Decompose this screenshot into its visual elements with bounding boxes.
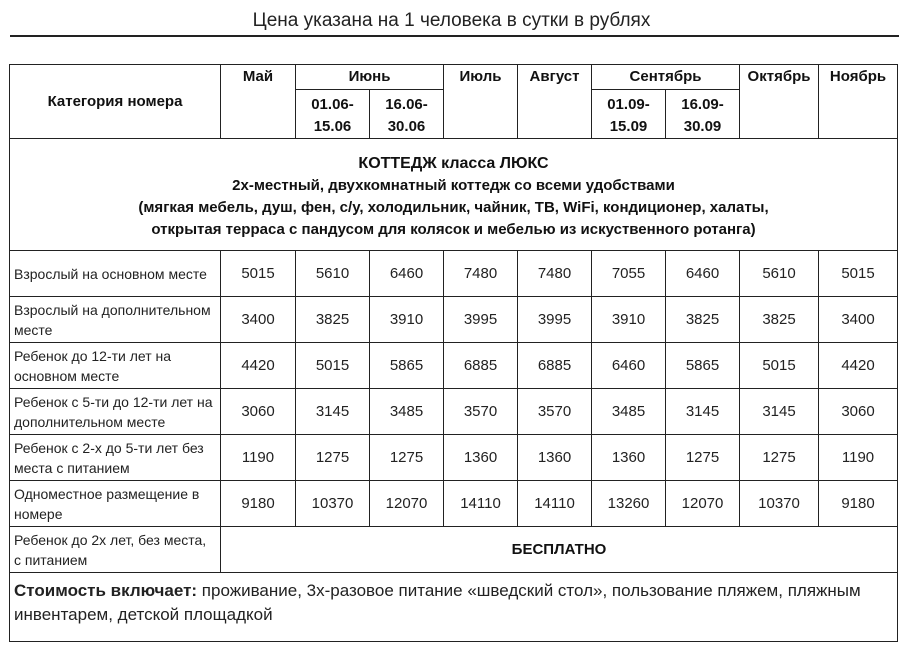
price-cell: 1275: [370, 435, 444, 481]
price-cell: 3060: [221, 389, 296, 435]
price-cell: 3825: [666, 297, 740, 343]
row-category: Ребенок до 12-ти лет на основном месте: [10, 343, 221, 389]
price-cell: 10370: [296, 481, 370, 527]
price-cell: 5865: [666, 343, 740, 389]
price-cell: 4420: [221, 343, 296, 389]
month-october: Октябрь: [740, 65, 819, 139]
price-cell: 1275: [296, 435, 370, 481]
price-cell: 1190: [221, 435, 296, 481]
cottage-description: [10, 139, 898, 251]
category-header: Категория номера: [10, 65, 221, 139]
price-cell: 1275: [740, 435, 819, 481]
header-row-months: [10, 65, 898, 90]
free-label: БЕСПЛАТНО: [221, 527, 898, 573]
price-cell: 6885: [444, 343, 518, 389]
price-cell: 1360: [444, 435, 518, 481]
price-cell: 7480: [444, 251, 518, 297]
price-cell: 9180: [819, 481, 898, 527]
row-category: Взрослый на основном месте: [10, 251, 221, 297]
table-row: [10, 251, 898, 297]
price-cell: 9180: [221, 481, 296, 527]
price-cell: 12070: [370, 481, 444, 527]
table-row: [10, 435, 898, 481]
price-cell: 3145: [296, 389, 370, 435]
price-cell: 3570: [444, 389, 518, 435]
period-september-1: 01.09-15.09: [592, 90, 666, 139]
price-cell: 3995: [518, 297, 592, 343]
price-includes-text: проживание, 3х-разовое питание «шведский стол», пользование пляжем, пляжным инвентарем, детской площадкой: [14, 581, 861, 624]
price-cell: 4420: [819, 343, 898, 389]
price-cell: 6460: [592, 343, 666, 389]
period-june-2: 16.06-30.06: [370, 90, 444, 139]
table-row: [10, 481, 898, 527]
price-cell: 5610: [740, 251, 819, 297]
banner-row: [10, 139, 898, 251]
month-september: Сентябрь: [592, 65, 740, 90]
price-cell: 13260: [592, 481, 666, 527]
price-cell: 5015: [740, 343, 819, 389]
price-cell: 3485: [370, 389, 444, 435]
table-row-free: [10, 527, 898, 573]
price-cell: 12070: [666, 481, 740, 527]
period-june-1: 01.06-15.06: [296, 90, 370, 139]
cottage-line-3: открытая терраса с пандусом для колясок и мебелью из искуственного ротанга): [151, 220, 756, 238]
price-cell: 3570: [518, 389, 592, 435]
price-cell: 6460: [370, 251, 444, 297]
month-may: Май: [221, 65, 296, 139]
row-category: Ребенок с 2-х до 5-ти лет без места с питанием: [10, 435, 221, 481]
cottage-line-1: 2х-местный, двухкомнатный коттедж со всеми удобствами: [232, 176, 675, 194]
table-row: [10, 389, 898, 435]
price-includes-label: Стоимость включает:: [14, 581, 198, 600]
cottage-title: КОТТЕДЖ класса ЛЮКС: [358, 154, 549, 172]
price-cell: 3485: [592, 389, 666, 435]
price-cell: 3995: [444, 297, 518, 343]
price-cell: 1360: [592, 435, 666, 481]
page-title: Цена указана на 1 человека в сутки в рублях: [252, 10, 651, 31]
cottage-line-2: (мягкая мебель, душ, фен, с/у, холодильник, чайник, ТВ, WiFi, кондиционер, халаты,: [138, 198, 769, 216]
price-cell: 14110: [518, 481, 592, 527]
price-cell: 1360: [518, 435, 592, 481]
price-cell: 14110: [444, 481, 518, 527]
price-cell: 10370: [740, 481, 819, 527]
price-cell: 3910: [370, 297, 444, 343]
month-november: Ноябрь: [819, 65, 898, 139]
price-includes-note: [10, 573, 898, 642]
row-category: Взрослый на дополнительном месте: [10, 297, 221, 343]
table-row: [10, 297, 898, 343]
month-july: Июль: [444, 65, 518, 139]
month-june: Июнь: [296, 65, 444, 90]
price-cell: 3910: [592, 297, 666, 343]
footer-row: [10, 573, 898, 642]
title-underline: [10, 35, 899, 37]
price-cell: 5610: [296, 251, 370, 297]
price-cell: 5015: [296, 343, 370, 389]
price-cell: 3145: [666, 389, 740, 435]
price-cell: 3060: [819, 389, 898, 435]
price-cell: 5015: [819, 251, 898, 297]
price-table: [9, 64, 898, 642]
period-september-2: 16.09-30.09: [666, 90, 740, 139]
price-cell: 3825: [740, 297, 819, 343]
price-cell: 3400: [819, 297, 898, 343]
price-cell: 1275: [666, 435, 740, 481]
month-august: Август: [518, 65, 592, 139]
price-cell: 7055: [592, 251, 666, 297]
row-category: Одноместное размещение в номере: [10, 481, 221, 527]
price-cell: 1190: [819, 435, 898, 481]
price-cell: 3825: [296, 297, 370, 343]
price-cell: 5865: [370, 343, 444, 389]
price-cell: 3145: [740, 389, 819, 435]
price-cell: 7480: [518, 251, 592, 297]
price-cell: 6885: [518, 343, 592, 389]
price-cell: 6460: [666, 251, 740, 297]
price-cell: 3400: [221, 297, 296, 343]
row-category: Ребенок до 2х лет, без места, с питанием: [10, 527, 221, 573]
price-cell: 5015: [221, 251, 296, 297]
table-row: [10, 343, 898, 389]
row-category: Ребенок с 5-ти до 12-ти лет на дополнительном месте: [10, 389, 221, 435]
